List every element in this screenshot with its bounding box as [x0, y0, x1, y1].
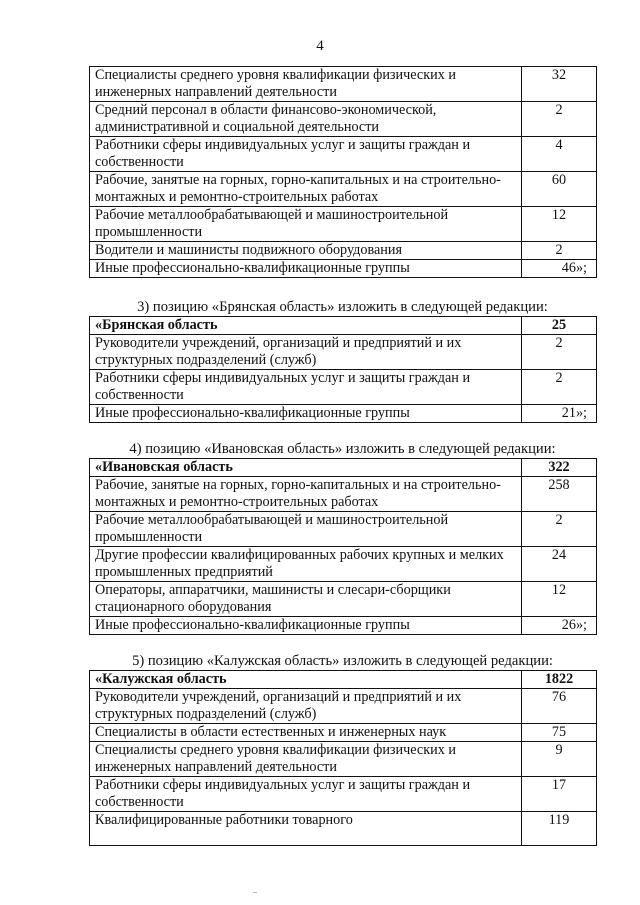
row-value: 21»;: [522, 405, 597, 423]
region-name: «Калужская область: [90, 671, 522, 689]
table-row: [90, 260, 597, 278]
row-label: Иные профессионально-квалификационные группы: [90, 260, 522, 278]
row-label: Водители и машинисты подвижного оборудования: [90, 242, 522, 260]
profession-table-continued: [89, 66, 597, 278]
table-row: [90, 742, 597, 777]
row-label: Рабочие, занятые на горных, горно-капитальных и на строительно-монтажных и ремонтно-строительных работах: [90, 477, 522, 512]
region-total: 1822: [522, 671, 597, 689]
ivanovo-table: [89, 458, 597, 635]
region-total: 322: [522, 459, 597, 477]
row-label: Иные профессионально-квалификационные группы: [90, 617, 522, 635]
row-label: Иные профессионально-квалификационные группы: [90, 405, 522, 423]
table-row: [90, 812, 597, 846]
section-5-intro: 5) позицию «Калужская область» изложить в следующей редакции:: [132, 653, 553, 669]
row-label: Работники сферы индивидуальных услуг и защиты граждан и собственности: [90, 370, 522, 405]
table-header-row: [90, 459, 597, 477]
table-row: [90, 724, 597, 742]
bryansk-table: [89, 316, 597, 423]
row-label: Другие профессии квалифицированных рабочих крупных и мелких промышленных предприятий: [90, 547, 522, 582]
section-4-intro: 4) позицию «Ивановская область» изложить в следующей редакции:: [129, 441, 556, 457]
region-total: 25: [522, 317, 597, 335]
table-row: [90, 67, 597, 102]
scan-mark: [253, 892, 257, 893]
row-value: 76: [522, 689, 597, 724]
table-row: [90, 102, 597, 137]
region-name: «Брянская область: [90, 317, 522, 335]
table-row: [90, 137, 597, 172]
row-value: 4: [522, 137, 597, 172]
row-value: 75: [522, 724, 597, 742]
table-row: [90, 477, 597, 512]
row-label: Специалисты среднего уровня квалификации физических и инженерных направлений деятельности: [90, 67, 522, 102]
row-value: 2: [522, 512, 597, 547]
region-name: «Ивановская область: [90, 459, 522, 477]
row-value: 60: [522, 172, 597, 207]
row-value: 24: [522, 547, 597, 582]
table-row: [90, 242, 597, 260]
row-value: 12: [522, 207, 597, 242]
row-label: Работники сферы индивидуальных услуг и защиты граждан и собственности: [90, 777, 522, 812]
table-header-row: [90, 671, 597, 689]
kaluga-table: [89, 670, 597, 846]
table-row: [90, 689, 597, 724]
table-row: [90, 335, 597, 370]
row-label: Специалисты в области естественных и инженерных наук: [90, 724, 522, 742]
row-label: Средний персонал в области финансово-экономической, административной и социальной деятельности: [90, 102, 522, 137]
row-label: Рабочие, занятые на горных, горно-капитальных и на строительно-монтажных и ремонтно-строительных работах: [90, 172, 522, 207]
row-value: 12: [522, 582, 597, 617]
row-label: Руководители учреждений, организаций и предприятий и их структурных подразделений (служб): [90, 335, 522, 370]
table-row: [90, 777, 597, 812]
row-value: 2: [522, 370, 597, 405]
table-row: [90, 370, 597, 405]
row-value: 17: [522, 777, 597, 812]
row-value: 119: [522, 812, 597, 846]
table-row: [90, 512, 597, 547]
table-row: [90, 582, 597, 617]
page-number: 4: [316, 38, 324, 54]
row-value: 2: [522, 102, 597, 137]
section-3-intro: 3) позицию «Брянская область» изложить в следующей редакции:: [137, 299, 548, 315]
row-value: 32: [522, 67, 597, 102]
row-value: 258: [522, 477, 597, 512]
row-value: 26»;: [522, 617, 597, 635]
table-header-row: [90, 317, 597, 335]
row-label: Рабочие металлообрабатывающей и машиностроительной промышленности: [90, 207, 522, 242]
row-label: Квалифицированные работники товарного: [90, 812, 522, 846]
row-label: Специалисты среднего уровня квалификации физических и инженерных направлений деятельности: [90, 742, 522, 777]
row-label: Работники сферы индивидуальных услуг и защиты граждан и собственности: [90, 137, 522, 172]
row-value: 46»;: [522, 260, 597, 278]
row-value: 9: [522, 742, 597, 777]
row-value: 2: [522, 242, 597, 260]
row-label: Операторы, аппаратчики, машинисты и слесари-сборщики стационарного оборудования: [90, 582, 522, 617]
table-row: [90, 617, 597, 635]
row-label: Рабочие металлообрабатывающей и машиностроительной промышленности: [90, 512, 522, 547]
table-row: [90, 547, 597, 582]
table-row: [90, 172, 597, 207]
row-value: 2: [522, 335, 597, 370]
table-row: [90, 207, 597, 242]
row-label: Руководители учреждений, организаций и предприятий и их структурных подразделений (служб): [90, 689, 522, 724]
table-row: [90, 405, 597, 423]
